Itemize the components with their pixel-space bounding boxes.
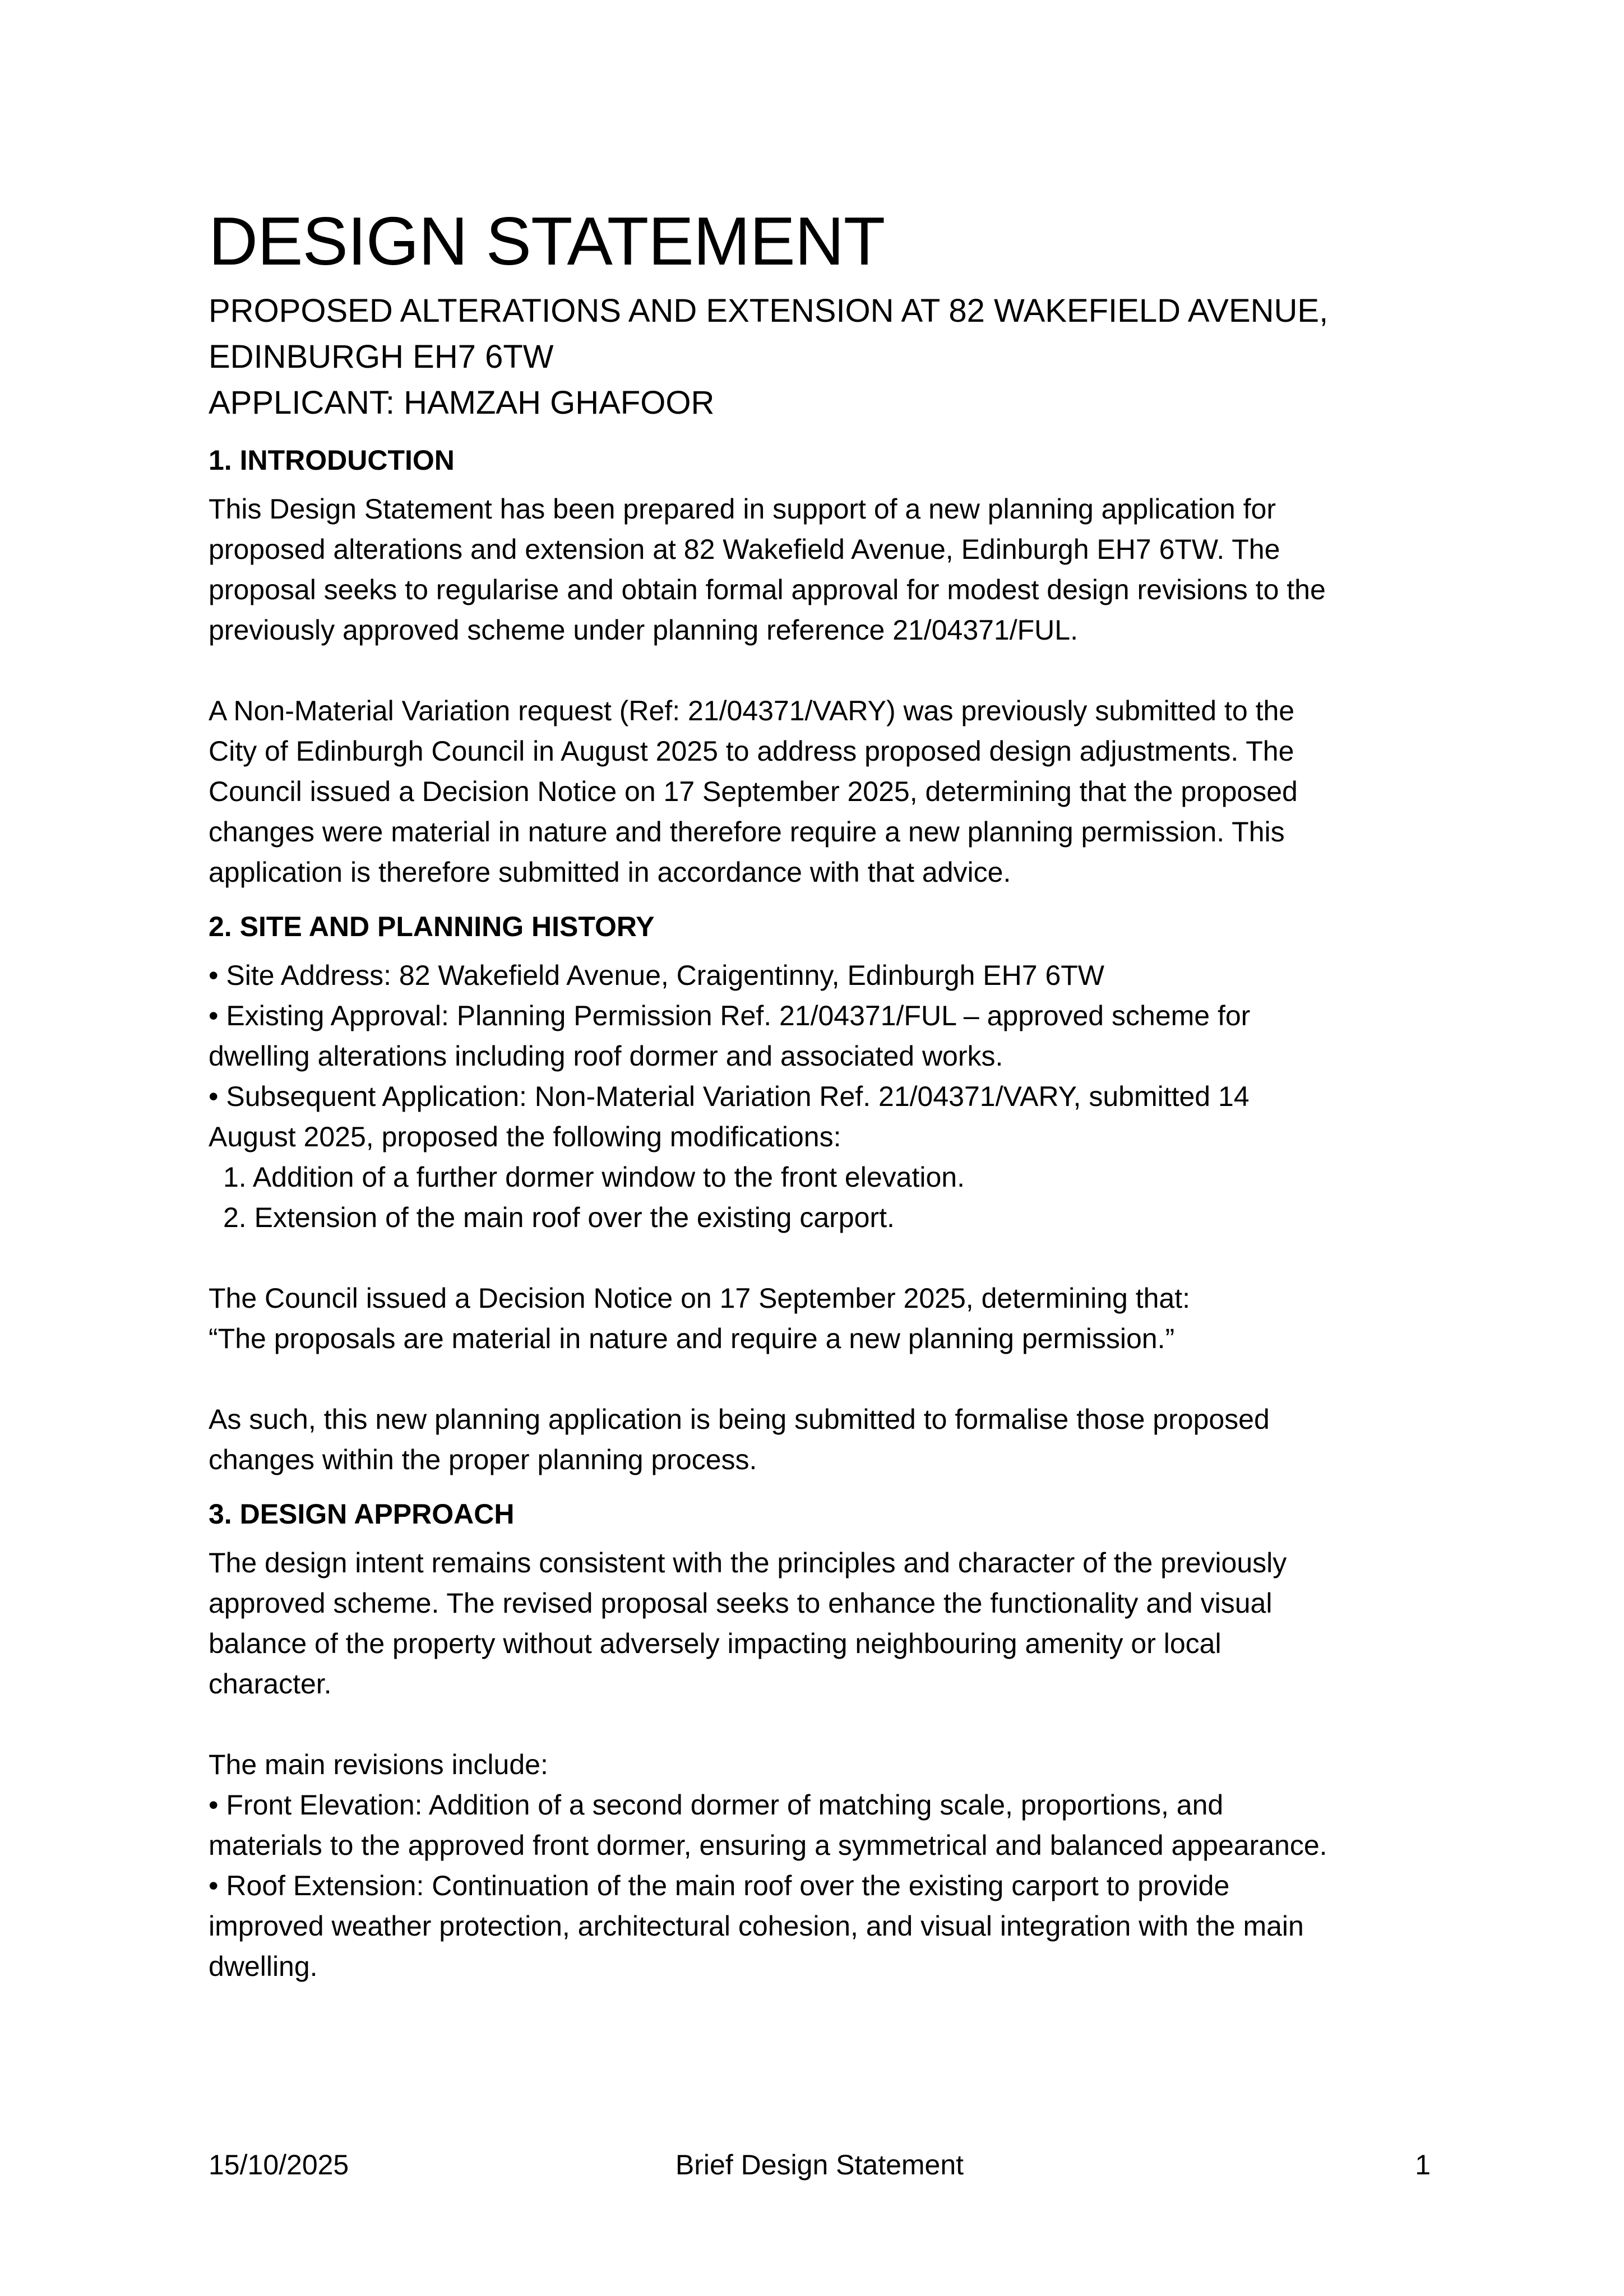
list-item-continuation: improved weather protection, architectural cohesion, and visual integration with the main (209, 1910, 1304, 1942)
section-paragraph (209, 1744, 1431, 1987)
subtitle-line: PROPOSED ALTERATIONS AND EXTENSION AT 82 WAKEFIELD AVENUE, (209, 293, 1329, 329)
subtitle-line: APPLICANT: HAMZAH GHAFOOR (209, 385, 715, 421)
list-item-continuation: dwelling alterations including roof dormer and associated works. (209, 1040, 1003, 1072)
section-heading-site-history: 2. SITE AND PLANNING HISTORY (209, 911, 655, 942)
numbered-item: 2. Extension of the main roof over the existing carport. (223, 1202, 895, 1233)
text-line: Council issued a Decision Notice on 17 September 2025, determining that the proposed (209, 776, 1298, 807)
section-list (209, 955, 1431, 1238)
text-line: previously approved scheme under planning reference 21/04371/FUL. (209, 614, 1078, 646)
numbered-item: 1. Addition of a further dormer window to the front elevation. (223, 1161, 965, 1193)
section-paragraph (209, 1399, 1431, 1480)
document-title: DESIGN STATEMENT (209, 203, 885, 279)
list-item: • Front Elevation: Addition of a second dormer of matching scale, proportions, and (209, 1789, 1224, 1821)
list-item-continuation: dwelling. (209, 1951, 318, 1982)
list-item: • Subsequent Application: Non-Material Variation Ref. 21/04371/VARY, submitted 14 (209, 1081, 1250, 1112)
text-line: The main revisions include: (209, 1749, 548, 1780)
footer-date: 15/10/2025 (209, 2149, 349, 2181)
section-heading-introduction: 1. INTRODUCTION (209, 445, 455, 476)
section-paragraph (209, 691, 1431, 892)
document-body (209, 202, 1431, 1987)
list-item-continuation: August 2025, proposed the following modifications: (209, 1121, 841, 1152)
section-paragraph (209, 1543, 1431, 1704)
text-line: changes within the proper planning process. (209, 1444, 757, 1475)
text-line: A Non-Material Variation request (Ref: 21/04371/VARY) was previously submitted to the (209, 695, 1295, 726)
section-paragraph (209, 489, 1431, 650)
document-subtitle (209, 288, 1431, 426)
text-line: proposal seeks to regularise and obtain formal approval for modest design revisions to the (209, 574, 1326, 605)
text-line: balance of the property without adversely impacting neighbouring amenity or local (209, 1628, 1222, 1659)
list-item: • Roof Extension: Continuation of the main roof over the existing carport to provide (209, 1870, 1230, 1901)
text-line: application is therefore submitted in accordance with that advice. (209, 857, 1011, 888)
text-line: proposed alterations and extension at 82 Wakefield Avenue, Edinburgh EH7 6TW. The (209, 534, 1280, 565)
text-line: The design intent remains consistent with the principles and character of the previously (209, 1547, 1287, 1578)
footer-label: Brief Design Statement (675, 2149, 964, 2181)
page-number: 1 (1415, 2149, 1431, 2181)
text-line: City of Edinburgh Council in August 2025 to address proposed design adjustments. The (209, 735, 1294, 767)
page-footer (209, 2145, 1431, 2185)
list-item-continuation: materials to the approved front dormer, ensuring a symmetrical and balanced appearance. (209, 1830, 1327, 1861)
text-line: This Design Statement has been prepared in support of a new planning application for (209, 493, 1276, 525)
subtitle-line: EDINBURGH EH7 6TW (209, 339, 554, 375)
list-item: • Existing Approval: Planning Permission Ref. 21/04371/FUL – approved scheme for (209, 1000, 1251, 1031)
list-item: • Site Address: 82 Wakefield Avenue, Craigentinny, Edinburgh EH7 6TW (209, 960, 1104, 991)
section-heading-design-approach: 3. DESIGN APPROACH (209, 1498, 515, 1530)
section-paragraph (209, 1278, 1431, 1359)
quote-line: “The proposals are material in nature and require a new planning permission.” (209, 1323, 1175, 1354)
text-line: As such, this new planning application is being submitted to formalise those proposed (209, 1404, 1270, 1435)
text-line: character. (209, 1668, 332, 1700)
text-line: The Council issued a Decision Notice on 17 September 2025, determining that: (209, 1283, 1191, 1314)
text-line: approved scheme. The revised proposal seeks to enhance the functionality and visual (209, 1587, 1273, 1619)
text-line: changes were material in nature and therefore require a new planning permission. This (209, 816, 1285, 848)
